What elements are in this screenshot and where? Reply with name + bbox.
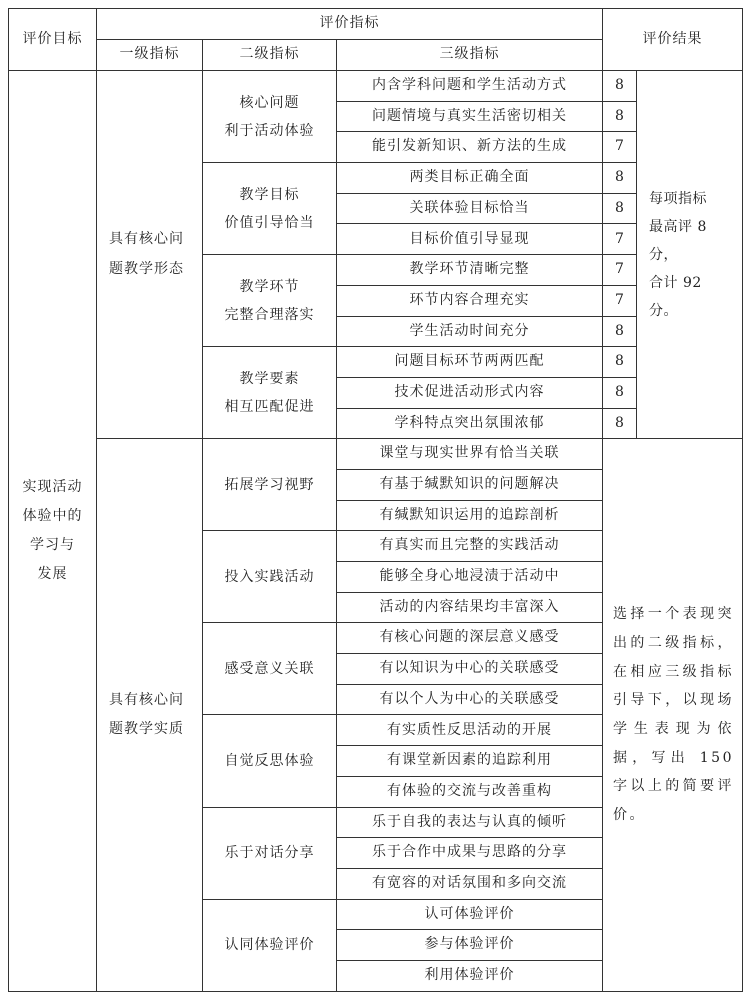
level2-indicator: 教学环节 完整合理落实 xyxy=(203,255,337,347)
header-level2: 二级指标 xyxy=(203,40,337,71)
level2-indicator: 教学要素 相互匹配促进 xyxy=(203,347,337,439)
level3-indicator: 目标价值引导显现 xyxy=(337,224,603,255)
score-cell: 8 xyxy=(603,316,637,347)
level3-indicator: 技术促进活动形式内容 xyxy=(337,377,603,408)
level2-indicator: 拓展学习视野 xyxy=(203,439,337,531)
score-cell: 8 xyxy=(603,193,637,224)
evaluation-instruction: 选择一个表现突出的二级指标，在相应三级指标引导下，以现场学生表现为依据，写出 150 字以上的简要评价。 xyxy=(603,439,743,991)
level3-indicator: 内含学科问题和学生活动方式 xyxy=(337,71,603,102)
score-cell: 7 xyxy=(603,255,637,286)
score-cell: 8 xyxy=(603,71,637,102)
level3-indicator: 教学环节清晰完整 xyxy=(337,255,603,286)
level3-indicator: 关联体验目标恰当 xyxy=(337,193,603,224)
level3-indicator: 有真实而且完整的实践活动 xyxy=(337,531,603,562)
level2-indicator: 感受意义关联 xyxy=(203,623,337,715)
level3-indicator: 能引发新知识、新方法的生成 xyxy=(337,132,603,163)
level3-indicator: 能够全身心地浸渍于活动中 xyxy=(337,562,603,593)
level3-indicator: 问题目标环节两两匹配 xyxy=(337,347,603,378)
level3-indicator: 有实质性反思活动的开展 xyxy=(337,715,603,746)
level3-indicator: 乐于合作中成果与思路的分享 xyxy=(337,838,603,869)
score-cell: 7 xyxy=(603,132,637,163)
score-cell: 8 xyxy=(603,377,637,408)
score-cell: 8 xyxy=(603,347,637,378)
level3-indicator: 有课堂新因素的追踪利用 xyxy=(337,746,603,777)
level3-indicator: 课堂与现实世界有恰当关联 xyxy=(337,439,603,470)
level3-indicator: 利用体验评价 xyxy=(337,960,603,991)
level3-indicator: 有以知识为中心的关联感受 xyxy=(337,654,603,685)
score-cell: 7 xyxy=(603,224,637,255)
level2-indicator: 乐于对话分享 xyxy=(203,807,337,899)
score-cell: 8 xyxy=(603,163,637,194)
level2-indicator: 教学目标 价值引导恰当 xyxy=(203,163,337,255)
level2-indicator: 投入实践活动 xyxy=(203,531,337,623)
level3-indicator: 参与体验评价 xyxy=(337,930,603,961)
level2-indicator: 自觉反思体验 xyxy=(203,715,337,807)
level3-indicator: 有基于缄默知识的问题解决 xyxy=(337,469,603,500)
table-row xyxy=(9,71,743,102)
level1-indicator: 具有核心问 题教学形态 xyxy=(97,71,203,439)
level3-indicator: 学科特点突出氛围浓郁 xyxy=(337,408,603,439)
evaluation-table xyxy=(8,8,743,992)
level3-indicator: 有核心问题的深层意义感受 xyxy=(337,623,603,654)
score-cell: 8 xyxy=(603,408,637,439)
table-row xyxy=(9,439,743,470)
level3-indicator: 活动的内容结果均丰富深入 xyxy=(337,592,603,623)
score-cell: 7 xyxy=(603,285,637,316)
level3-indicator: 认可体验评价 xyxy=(337,899,603,930)
header-level3: 三级指标 xyxy=(337,40,603,71)
level3-indicator: 有缄默知识运用的追踪剖析 xyxy=(337,500,603,531)
header-goal: 评价目标 xyxy=(9,9,97,71)
level2-indicator: 认同体验评价 xyxy=(203,899,337,991)
header-result: 评价结果 xyxy=(603,9,743,71)
level3-indicator: 有宽容的对话氛围和多向交流 xyxy=(337,868,603,899)
header-indicators: 评价指标 xyxy=(97,9,603,40)
score-cell: 8 xyxy=(603,101,637,132)
level3-indicator: 环节内容合理充实 xyxy=(337,285,603,316)
level1-indicator: 具有核心问 题教学实质 xyxy=(97,439,203,991)
level3-indicator: 有体验的交流与改善重构 xyxy=(337,776,603,807)
level3-indicator: 学生活动时间充分 xyxy=(337,316,603,347)
level3-indicator: 有以个人为中心的关联感受 xyxy=(337,684,603,715)
level2-indicator: 核心问题 利于活动体验 xyxy=(203,71,337,163)
level3-indicator: 乐于自我的表达与认真的倾听 xyxy=(337,807,603,838)
scoring-note: 每项指标 最高评 8 分， 合计 92 分。 xyxy=(637,71,743,439)
level3-indicator: 问题情境与真实生活密切相关 xyxy=(337,101,603,132)
evaluation-goal: 实现活动 体验中的 学习与 发展 xyxy=(9,71,97,992)
header-level1: 一级指标 xyxy=(97,40,203,71)
level3-indicator: 两类目标正确全面 xyxy=(337,163,603,194)
